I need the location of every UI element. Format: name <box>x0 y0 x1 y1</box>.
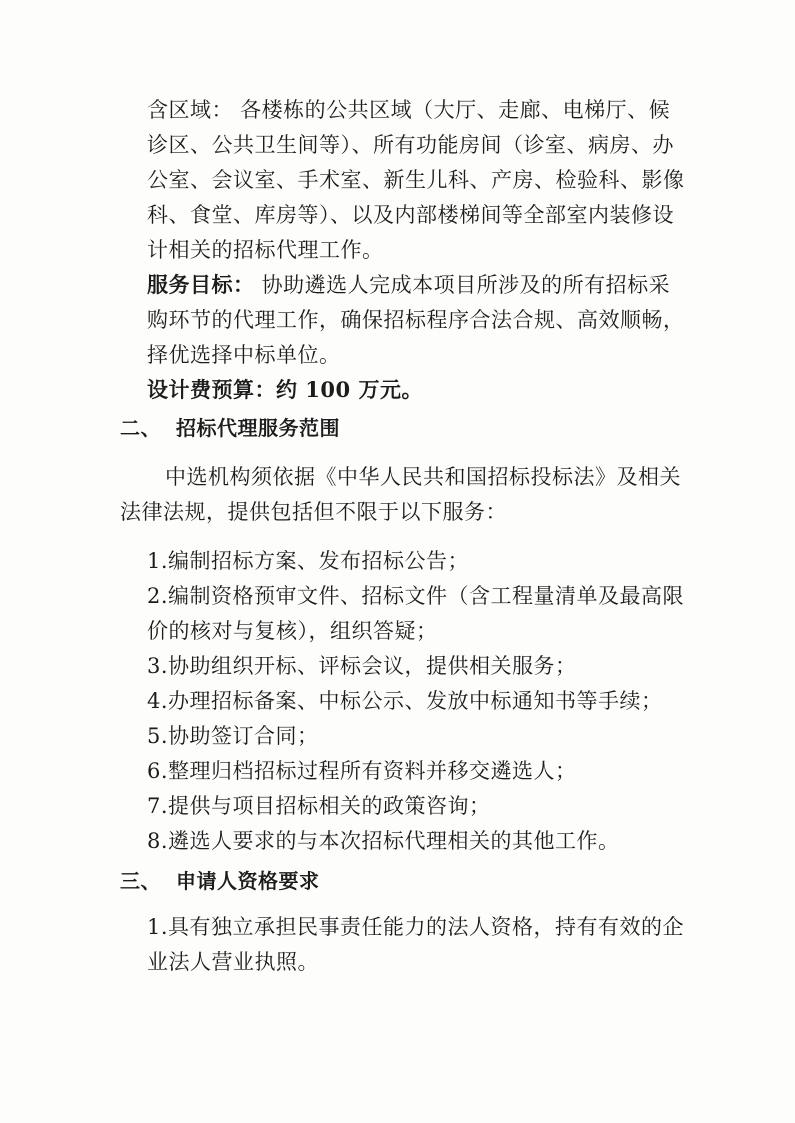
list-item: 6.整理归档招标过程所有资料并移交遴选人； <box>147 759 577 783</box>
scope-line: 公室、会议室、手术室、新生儿科、产房、检验科、影像 <box>147 168 685 192</box>
list-item: 1.具有独立承担民事责任能力的法人资格，持有有效的企 <box>147 915 685 939</box>
list-item: 2.编制资格预审文件、招标文件（含工程量清单及最高限 <box>147 584 685 608</box>
list-item: 5.协助签订合同； <box>147 724 319 748</box>
section-title: 招标代理服务范围 <box>176 416 340 440</box>
scope-line: 计相关的招标代理工作。 <box>147 238 384 262</box>
list-item: 7.提供与项目招标相关的政策咨询； <box>147 794 491 818</box>
list-item: 价的核对与复核），组织答疑； <box>147 619 438 643</box>
section-number: 二、 <box>120 416 161 440</box>
intro-line: 法律法规，提供包括但不限于以下服务： <box>120 500 507 524</box>
list-item: 4.办理招标备案、中标公示、发放中标通知书等手续； <box>147 689 663 713</box>
section-heading <box>120 413 340 443</box>
list-item: 业法人营业执照。 <box>147 950 319 974</box>
list-item: 3.协助组织开标、评标会议，提供相关服务； <box>147 654 577 678</box>
section-number: 三、 <box>120 869 161 893</box>
scope-line: 科、食堂、库房等）、以及内部楼梯间等全部室内装修设 <box>147 203 674 227</box>
intro-line: 中选机构须依据《中华人民共和国招标投标法》及相关 <box>165 465 681 489</box>
budget-label: 设计费预算： <box>147 377 276 402</box>
list-item: 1.编制招标方案、发布招标公告； <box>147 549 470 573</box>
list-item: 8.遴选人要求的与本次招标代理相关的其他工作。 <box>147 829 620 853</box>
service-goal-label: 服务目标： <box>147 272 255 297</box>
service-goal-line: 择优选择中标单位。 <box>147 343 341 367</box>
service-goal-line: 购环节的代理工作，确保招标程序合法合规、高效顺畅， <box>147 308 685 332</box>
section-heading <box>120 866 320 896</box>
scope-line: 含区域： 各楼栋的公共区域（大厅、走廊、电梯厅、候 <box>147 98 671 122</box>
budget-value: 约 100 万元。 <box>276 377 423 402</box>
budget-line <box>147 375 423 405</box>
service-goal-text: 协助遴选人完成本项目所涉及的所有招标采 <box>254 273 671 297</box>
service-goal-line <box>147 270 670 300</box>
scope-line: 诊区、公共卫生间等）、所有功能房间（诊室、病房、办 <box>147 133 674 157</box>
section-title: 申请人资格要求 <box>176 869 320 893</box>
